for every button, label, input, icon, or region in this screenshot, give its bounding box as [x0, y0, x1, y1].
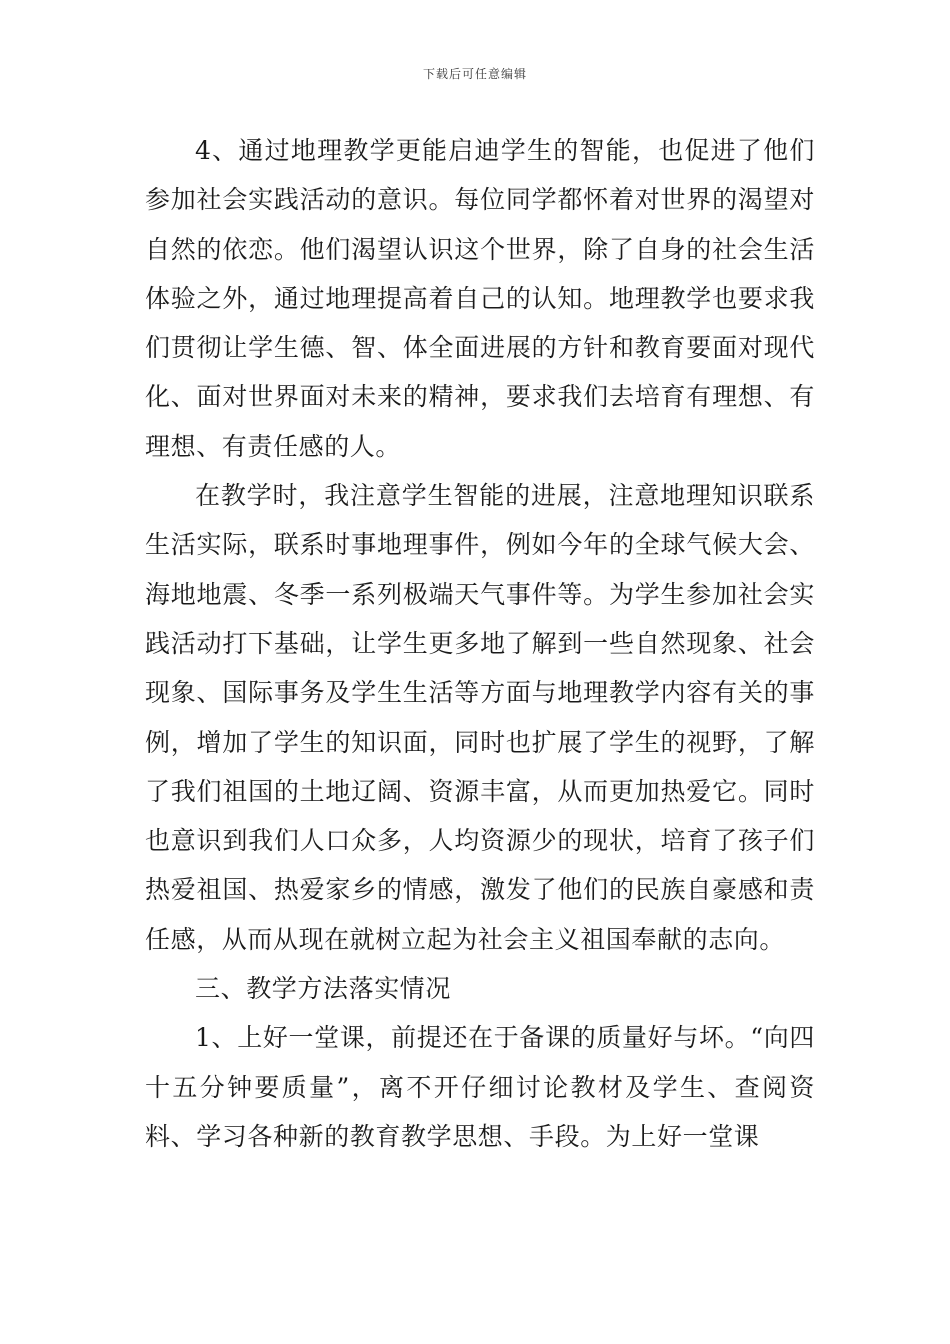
section-heading-teaching-methods: 三、教学方法落实情况 — [195, 974, 452, 1004]
paragraph-lesson-preparation: 1、上好一堂课，前提还在于备课的质量好与坏。“向四十五分钟要质量”，离不开仔细讨论教材及学生、查阅资料、学习各种新的教育教学思想、手段。为上好一堂课 — [145, 1023, 815, 1151]
paragraph-geography-intelligence: 4、通过地理教学更能启迪学生的智能，也促进了他们参加社会实践活动的意识。每位同学都怀着对世界的渴望对自然的依恋。他们渴望认识这个世界，除了自身的社会生活体验之外，通过地理提高着自己的认知。地理教学也要求我们贯彻让学生德、智、体全面进展的方针和教育要面对现代化、面对世界面对未来的精神，要求我们去培育有理想、有理想、有责任感的人。 — [145, 136, 815, 461]
page-header: 下载后可任意编辑 — [422, 67, 527, 81]
document-body — [145, 126, 815, 1161]
paragraph-teaching-practice: 在教学时，我注意学生智能的进展，注意地理知识联系生活实际，联系时事地理事件，例如今年的全球气候大会、海地地震、冬季一系列极端天气事件等。为学生参加社会实践活动打下基础，让学生更多地了解到一些自然现象、社会现象、国际事务及学生生活等方面与地理教学内容有关的事例，增加了学生的知识面，同时也扩展了学生的视野，了解了我们祖国的土地辽阔、资源丰富，从而更加热爱它。同时也意识到我们人口众多，人均资源少的现状，培育了孩子们热爱祖国、热爱家乡的情感，激发了他们的民族自豪感和责任感，从而从现在就树立起为社会主义祖国奉献的志向。 — [145, 481, 815, 954]
